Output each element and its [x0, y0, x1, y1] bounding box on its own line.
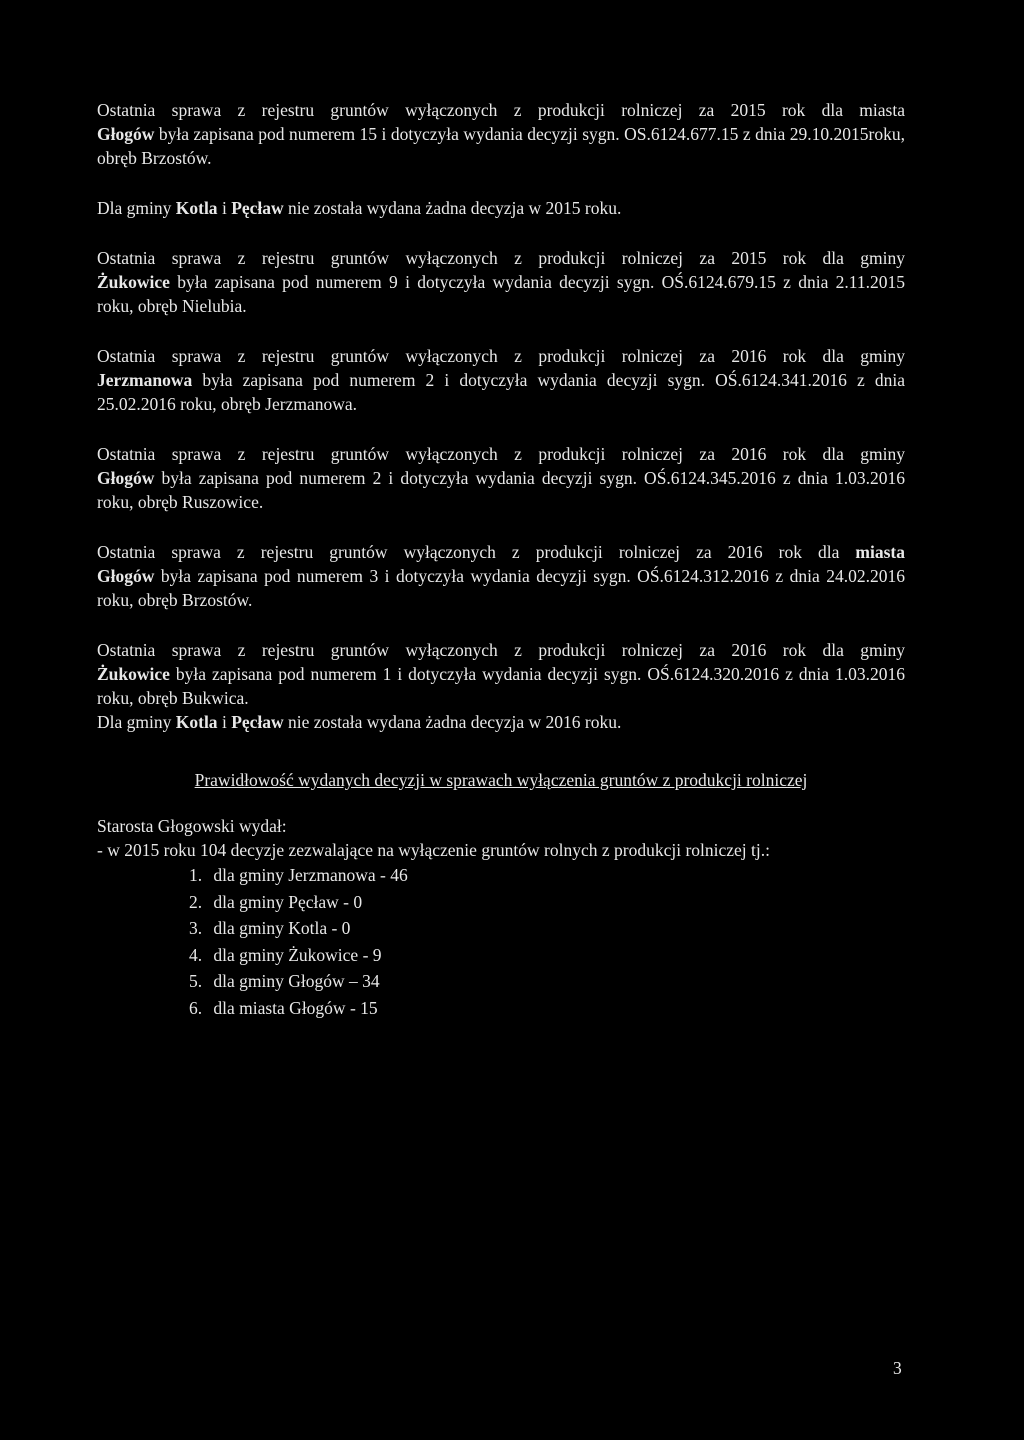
list-item-number: 2. [189, 891, 203, 912]
paragraph-text: i [217, 198, 232, 218]
bold-term: Kotla [175, 712, 218, 732]
list-item-number: 5. [189, 971, 203, 991]
bold-term: Kotla [175, 198, 218, 218]
paragraph-jerzmanowa-2016 [97, 344, 905, 416]
list-item-number: 6. [189, 997, 203, 1018]
list-item-text: dla miasta Głogów - 15 [213, 997, 378, 1018]
bold-term: Pęcław [231, 712, 284, 732]
summary-list [97, 862, 905, 1021]
list-item [97, 942, 905, 969]
list-item-text: dla gminy Żukowice - 9 [213, 944, 382, 965]
summary-intro: Starosta Głogowski wydał: [97, 816, 287, 836]
list-item-text: dla gminy Głogów – 34 [213, 971, 380, 991]
paragraph-first-line [97, 540, 905, 564]
paragraph-text: była zapisana pod numerem 2 i dotyczyła wydania decyzji sygn. OŚ.6124.345.2016 z dnia 1.03.2016 roku, obręb Ruszowice. [97, 468, 905, 512]
page-number: 3 [893, 1358, 902, 1378]
list-item-text: dla gminy Kotla - 0 [213, 918, 351, 938]
list-item-text: dla gminy Jerzmanowa - 46 [213, 865, 408, 885]
bold-term: miasta [855, 542, 905, 562]
bold-term: Pęcław [231, 198, 284, 218]
paragraph-text: była zapisana pod numerem 9 i dotyczyła wydania decyzji sygn. OŚ.6124.679.15 z dnia 2.11.2015 roku, obręb Nielubia. [97, 272, 905, 316]
paragraph-kotla-peclaw-2016 [97, 710, 905, 734]
paragraph-text: nie została wydana żadna decyzja w 2015 roku. [283, 198, 622, 218]
bold-term: Głogów [97, 124, 155, 144]
paragraph-glogow-city-2015 [97, 98, 905, 170]
bold-term: Żukowice [97, 272, 170, 292]
paragraph-text: była zapisana pod numerem 3 i dotyczyła wydania decyzji sygn. OŚ.6124.312.2016 z dnia 24.02.2016 roku, obręb Brzostów. [97, 566, 905, 610]
list-item [97, 968, 905, 995]
bold-term: Głogów [97, 566, 155, 586]
paragraph-text: i [217, 712, 232, 732]
bold-term: Żukowice [97, 664, 170, 684]
paragraph-text: Ostatnia sprawa z rejestru gruntów wyłączonych z produkcji rolniczej za 2015 rok dla miasta [97, 100, 905, 120]
document-page [97, 98, 905, 1021]
list-item-number: 1. [189, 865, 203, 885]
paragraph-text: była zapisana pod numerem 1 i dotyczyła wydania decyzji sygn. OŚ.6124.320.2016 z dnia 1.03.2016 roku, obręb Bukwica. [97, 664, 905, 708]
paragraph-text: Dla gminy [97, 712, 176, 732]
paragraph-text: Ostatnia sprawa z rejestru gruntów wyłączonych z produkcji rolniczej za 2016 rok dla gminy [97, 640, 905, 660]
bold-term: Głogów [97, 468, 155, 488]
paragraph-text: nie została wydana żadna decyzja w 2016 roku. [283, 712, 622, 732]
bold-term: Jerzmanowa [97, 370, 193, 390]
paragraph-text: Dla gminy [97, 198, 176, 218]
list-item-number: 4. [189, 944, 203, 965]
paragraph-kotla-peclaw-2015 [97, 196, 905, 220]
list-item [97, 915, 905, 942]
list-item [97, 889, 905, 916]
paragraph-text: Ostatnia sprawa z rejestru gruntów wyłączonych z produkcji rolniczej za 2016 rok dla gminy [97, 444, 905, 464]
paragraph-glogow-gmina-2016 [97, 442, 905, 514]
paragraph-text: Ostatnia sprawa z rejestru gruntów wyłączonych z produkcji rolniczej za 2016 rok dla gminy [97, 346, 905, 366]
section-heading: Prawidłowość wydanych decyzji w sprawach wyłączenia gruntów z produkcji rolniczej [194, 770, 808, 790]
list-item [97, 995, 905, 1022]
paragraph-zukowice-2015 [97, 246, 905, 318]
paragraph-glogow-city-2016 [97, 540, 905, 612]
list-item [97, 862, 905, 889]
paragraph-zukowice-2016 [97, 638, 905, 710]
paragraph-text: była zapisana pod numerem 15 i dotyczyła wydania decyzji sygn. OS.6124.677.15 z dnia 29.10.2015roku, obręb Brzostów. [97, 124, 905, 168]
paragraph-text: Ostatnia sprawa z rejestru gruntów wyłączonych z produkcji rolniczej za 2015 rok dla gminy [97, 248, 905, 268]
paragraph-text: była zapisana pod numerem 2 i dotyczyła wydania decyzji sygn. OŚ.6124.341.2016 z dnia 25.02.2016 roku, obręb Jerzmanowa. [97, 370, 905, 414]
list-item-text: dla gminy Pęcław - 0 [213, 891, 363, 912]
list-item-number: 3. [189, 918, 203, 938]
paragraph-text: Ostatnia sprawa z rejestru gruntów wyłączonych z produkcji rolniczej za 2016 rok dla [97, 542, 856, 562]
summary-line: - w 2015 roku 104 decyzje zezwalające na wyłączenie gruntów rolnych z produkcji rolniczej tj.: [97, 840, 770, 860]
